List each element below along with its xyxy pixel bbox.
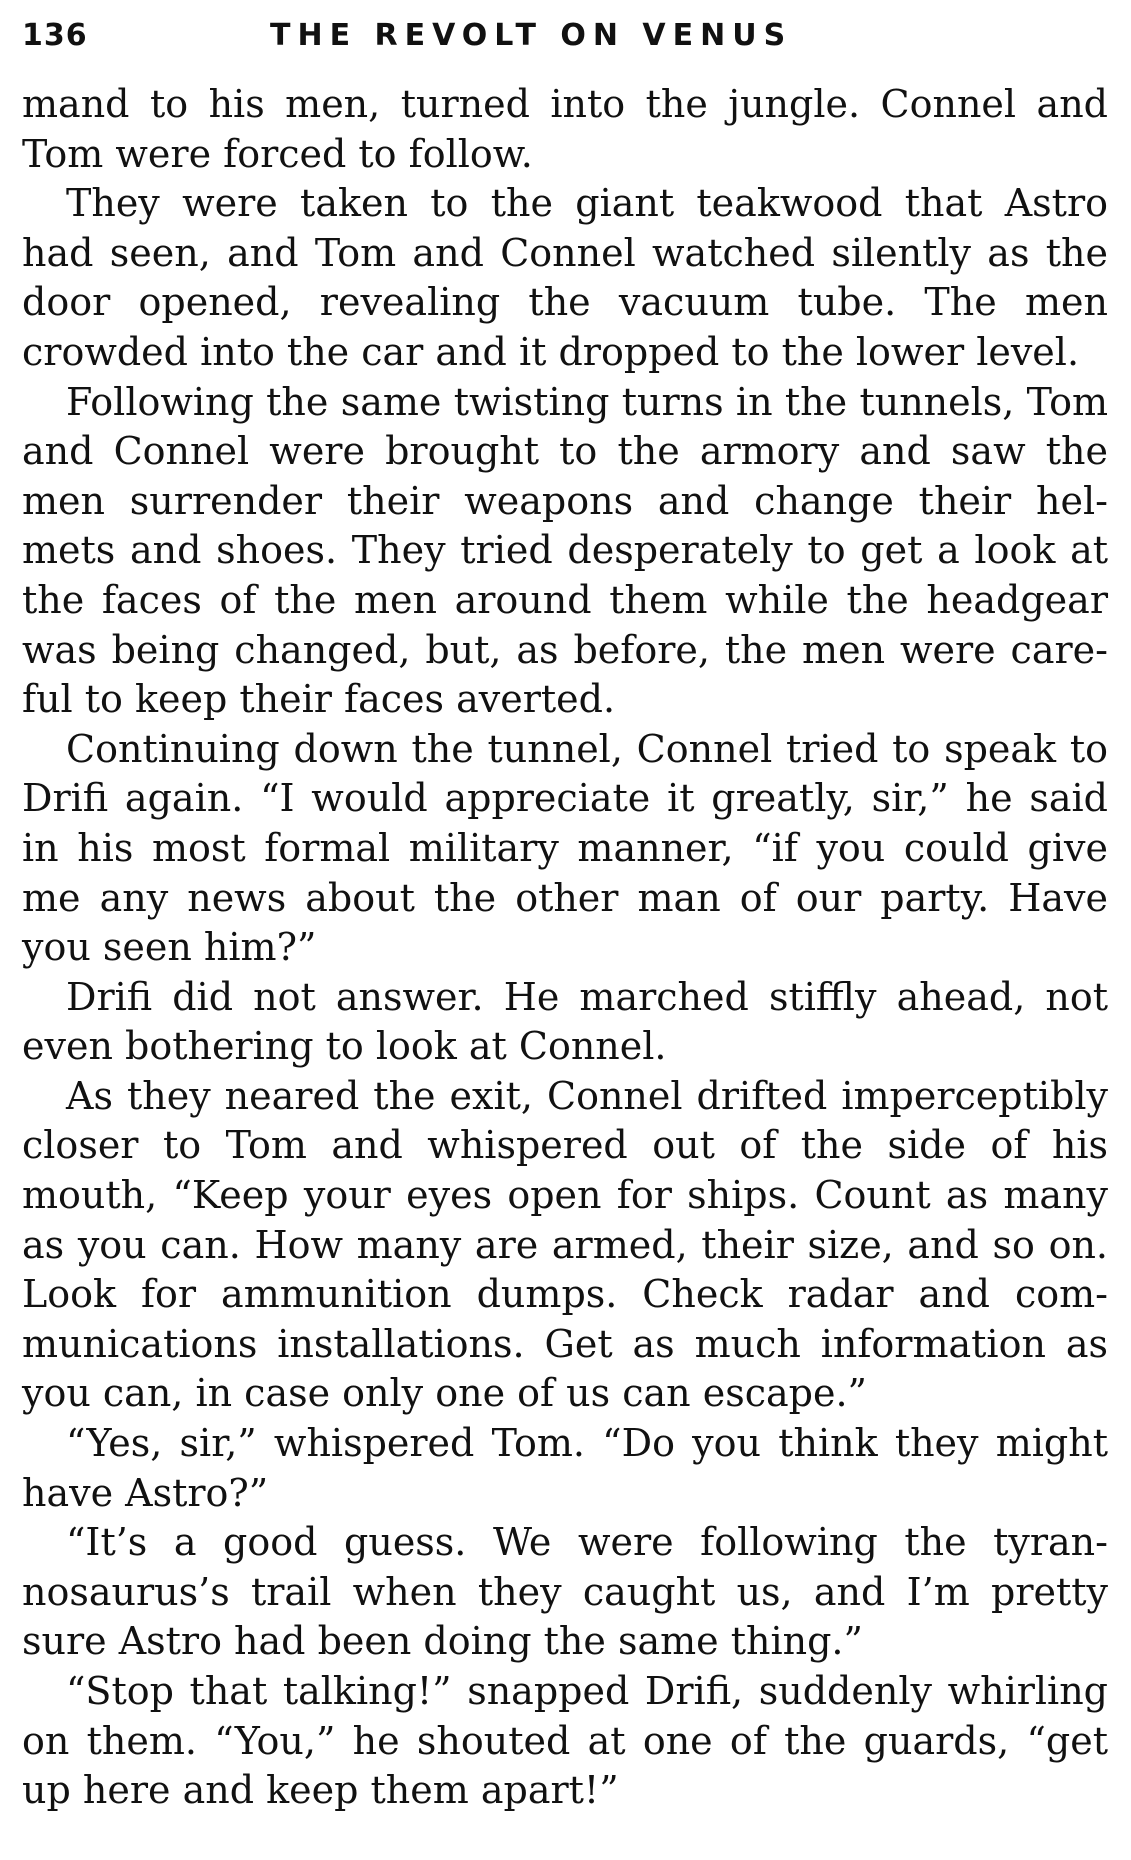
paragraph: Drifi did not answer. He marched stiffly ahead, not even bothering to look at Connel. bbox=[22, 974, 1108, 1069]
paragraph: “Stop that talking!” snapped Drifi, suddenly whirling on them. “You,” he shouted at one of the guards, “get up here and keep them apart!” bbox=[22, 1669, 1108, 1813]
paragraph-continued: mand to his men, turned into the jungle. Connel and Tom were forced to follow. bbox=[22, 82, 1108, 176]
body-text bbox=[22, 80, 1108, 1816]
paragraph: As they neared the exit, Connel drifted imperceptibly closer to Tom and whispered out of the side of his mouth, “Keep your eyes open for ships. Count as many as you can. How many are armed, their size, and so on. Look for ammunition dumps. Check radar and com-munications installations. Get as much information as you can, in case only one of us can escape.” bbox=[22, 1073, 1108, 1416]
paragraph: Following the same twisting turns in the tunnels, Tom and Connel were brought to the armory and saw the men surrender their weapons and change their hel-mets and shoes. They tried desperately to get a look at the faces of the men around them while the headgear was being changed, but, as before, the men were care-ful to keep their faces averted. bbox=[22, 379, 1108, 722]
paragraph: “It’s a good guess. We were following the tyran-nosaurus’s trail when they caught us, and I’m pretty sure Astro had been doing the same thing.” bbox=[22, 1520, 1108, 1664]
paragraph: “Yes, sir,” whispered Tom. “Do you think they might have Astro?” bbox=[22, 1421, 1108, 1515]
running-head bbox=[22, 14, 1112, 58]
page-number: 136 bbox=[22, 18, 88, 53]
paragraph: Continuing down the tunnel, Connel tried to speak to Drifi again. “I would appreciate it greatly, sir,” he said in his most formal military manner, “if you could give me any news about the other man of our party. Have you seen him?” bbox=[22, 726, 1108, 970]
paragraph: They were taken to the giant teakwood that Astro had seen, and Tom and Connel watched silently as the door opened, revealing the vacuum tube. The men crowded into the car and it dropped to the lower level. bbox=[22, 181, 1108, 374]
book-title: THE REVOLT ON VENUS bbox=[270, 18, 793, 53]
